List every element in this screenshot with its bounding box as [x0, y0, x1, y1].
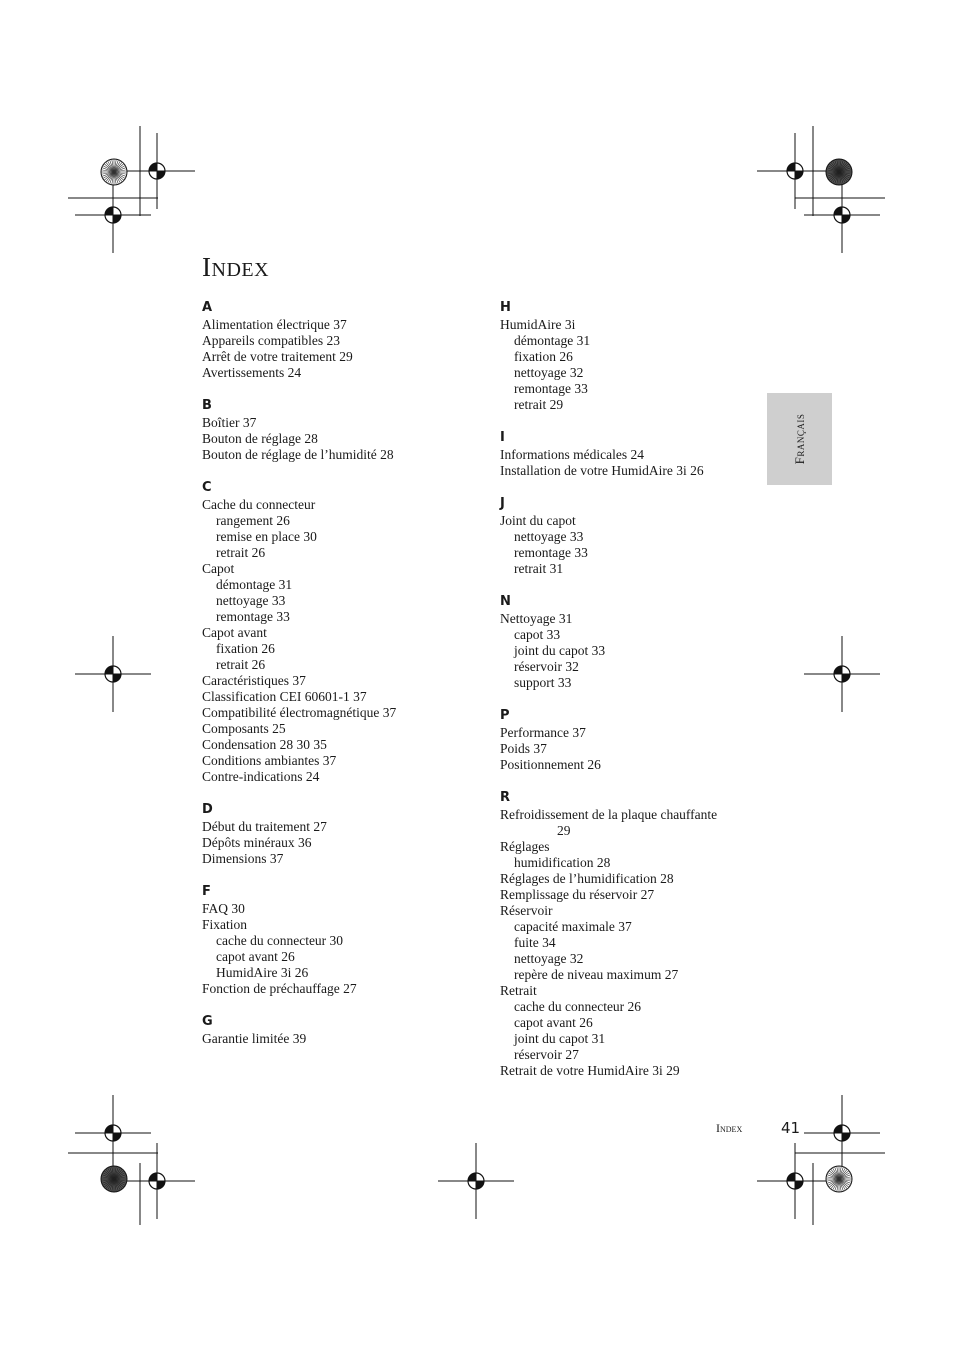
starburst-mark: [101, 1166, 127, 1192]
index-section-letter: C: [202, 480, 212, 495]
language-tab-label: Français: [791, 413, 807, 465]
index-entry: Avertissements 24: [202, 365, 302, 380]
index-entry: Capot: [202, 561, 235, 576]
index-subentry: nettoyage 33: [216, 593, 286, 608]
index-subentry: remontage 33: [514, 545, 588, 560]
registration-target: [804, 636, 880, 712]
index-entry: Bouton de réglage de l’humidité 28: [202, 447, 394, 462]
index-entry: Garantie limitée 39: [202, 1031, 307, 1046]
index-subentry: réservoir 27: [514, 1047, 579, 1062]
index-entry: Capot avant: [202, 625, 267, 640]
index-subentry: capot avant 26: [514, 1015, 593, 1030]
index-subentry: démontage 31: [514, 333, 591, 348]
index-section: [500, 429, 780, 479]
index-subentry: nettoyage 32: [514, 951, 584, 966]
index-entry: Installation de votre HumidAire 3i 26: [500, 463, 704, 478]
index-subentry: capot 33: [514, 627, 561, 642]
index-entry: Bouton de réglage 28: [202, 431, 318, 446]
index-section: [500, 789, 780, 1079]
index-entry: Positionnement 26: [500, 757, 601, 772]
index-section: [500, 495, 780, 577]
index-entry: Appareils compatibles 23: [202, 333, 340, 348]
index-entry: Réservoir: [500, 903, 553, 918]
index-entry: Refroidissement de la plaque chauffante: [500, 807, 718, 822]
index-entry: Compatibilité électromagnétique 37: [202, 705, 397, 720]
index-subentry: HumidAire 3i 26: [216, 965, 309, 980]
index-section-letter: H: [500, 300, 511, 315]
index-section: [500, 299, 780, 413]
index-entry: Arrêt de votre traitement 29: [202, 349, 353, 364]
index-subentry: capacité maximale 37: [514, 919, 632, 934]
index-subentry: cache du connecteur 30: [216, 933, 344, 948]
index-entry: 29: [557, 823, 571, 838]
index-subentry: rangement 26: [216, 513, 290, 528]
index-subentry: fixation 26: [514, 349, 573, 364]
index-section: [202, 397, 482, 463]
index-entry: Joint du capot: [500, 513, 576, 528]
index-subentry: remise en place 30: [216, 529, 317, 544]
index-section-letter: I: [500, 430, 505, 445]
registration-target: [438, 1143, 514, 1219]
index-entry: Début du traitement 27: [202, 819, 327, 834]
starburst-mark: [101, 159, 127, 185]
index-section: [202, 801, 482, 867]
index-entry: Réglages de l’humidification 28: [500, 871, 674, 886]
index-section-letter: B: [202, 398, 212, 413]
index-subentry: repère de niveau maximum 27: [514, 967, 679, 982]
registration-target: [75, 1095, 151, 1171]
index-entry: Alimentation électrique 37: [202, 317, 347, 332]
registration-target: [757, 1143, 833, 1219]
index-section-letter: F: [202, 884, 211, 899]
registration-target: [119, 1143, 195, 1219]
index-subentry: nettoyage 33: [514, 529, 584, 544]
index-section: [500, 707, 780, 773]
index-section: [202, 883, 482, 997]
page-number: 41: [781, 1119, 801, 1137]
index-entry: Retrait: [500, 983, 537, 998]
index-column-left: [202, 299, 482, 1063]
index-subentry: cache du connecteur 26: [514, 999, 642, 1014]
index-entry: Réglages: [500, 839, 550, 854]
index-section-letter: R: [500, 790, 511, 805]
starburst-mark: [826, 1166, 852, 1192]
index-section: [202, 299, 482, 381]
language-tab: [767, 393, 832, 485]
index-subentry: nettoyage 32: [514, 365, 584, 380]
registration-target: [804, 1095, 880, 1171]
index-entry: Dépôts minéraux 36: [202, 835, 312, 850]
index-subentry: support 33: [514, 675, 572, 690]
index-section: [500, 593, 780, 691]
registration-target: [75, 636, 151, 712]
index-section-letter: N: [500, 594, 511, 609]
starburst-mark: [826, 159, 852, 185]
index-entry: Remplissage du réservoir 27: [500, 887, 655, 902]
registration-target: [804, 177, 880, 253]
index-entry: Fixation: [202, 917, 248, 932]
index-entry: Condensation 28 30 35: [202, 737, 327, 752]
index-subentry: remontage 33: [216, 609, 290, 624]
index-section-letter: A: [202, 300, 213, 315]
index-entry: Boîtier 37: [202, 415, 257, 430]
index-entry: Caractéristiques 37: [202, 673, 306, 688]
index-subentry: capot avant 26: [216, 949, 295, 964]
index-entry: Nettoyage 31: [500, 611, 573, 626]
index-subentry: réservoir 32: [514, 659, 579, 674]
index-entry: Composants 25: [202, 721, 286, 736]
index-entry: Contre-indications 24: [202, 769, 320, 784]
index-section: [202, 479, 482, 785]
index-subentry: retrait 31: [514, 561, 564, 576]
index-section-letter: J: [500, 496, 505, 511]
footer-section-label: Index: [716, 1121, 743, 1135]
index-subentry: fixation 26: [216, 641, 275, 656]
index-entry: Performance 37: [500, 725, 586, 740]
index-section: [202, 1013, 482, 1047]
index-entry: Fonction de préchauffage 27: [202, 981, 357, 996]
index-entry: Informations médicales 24: [500, 447, 644, 462]
index-subentry: retrait 26: [216, 545, 266, 560]
index-entry: Cache du connecteur: [202, 497, 316, 512]
index-section-letter: D: [202, 802, 213, 817]
index-subentry: retrait 26: [216, 657, 266, 672]
index-entry: Retrait de votre HumidAire 3i 29: [500, 1063, 680, 1078]
page-title-initial: I: [202, 252, 212, 282]
index-entry: FAQ 30: [202, 901, 245, 916]
index-column-right: [500, 299, 780, 1095]
index-subentry: fuite 34: [514, 935, 556, 950]
index-subentry: joint du capot 31: [514, 1031, 606, 1046]
index-entry: Conditions ambiantes 37: [202, 753, 337, 768]
page-title-rest: NDEX: [211, 259, 270, 281]
index-subentry: remontage 33: [514, 381, 588, 396]
index-entry: HumidAire 3i: [500, 317, 576, 332]
index-section-letter: P: [500, 708, 510, 723]
index-section-letter: G: [202, 1014, 213, 1029]
page-title: [202, 250, 269, 287]
index-subentry: humidification 28: [514, 855, 611, 870]
index-entry: Dimensions 37: [202, 851, 284, 866]
index-subentry: joint du capot 33: [514, 643, 606, 658]
index-subentry: retrait 29: [514, 397, 564, 412]
index-subentry: démontage 31: [216, 577, 293, 592]
index-entry: Poids 37: [500, 741, 547, 756]
index-entry: Classification CEI 60601-1 37: [202, 689, 367, 704]
